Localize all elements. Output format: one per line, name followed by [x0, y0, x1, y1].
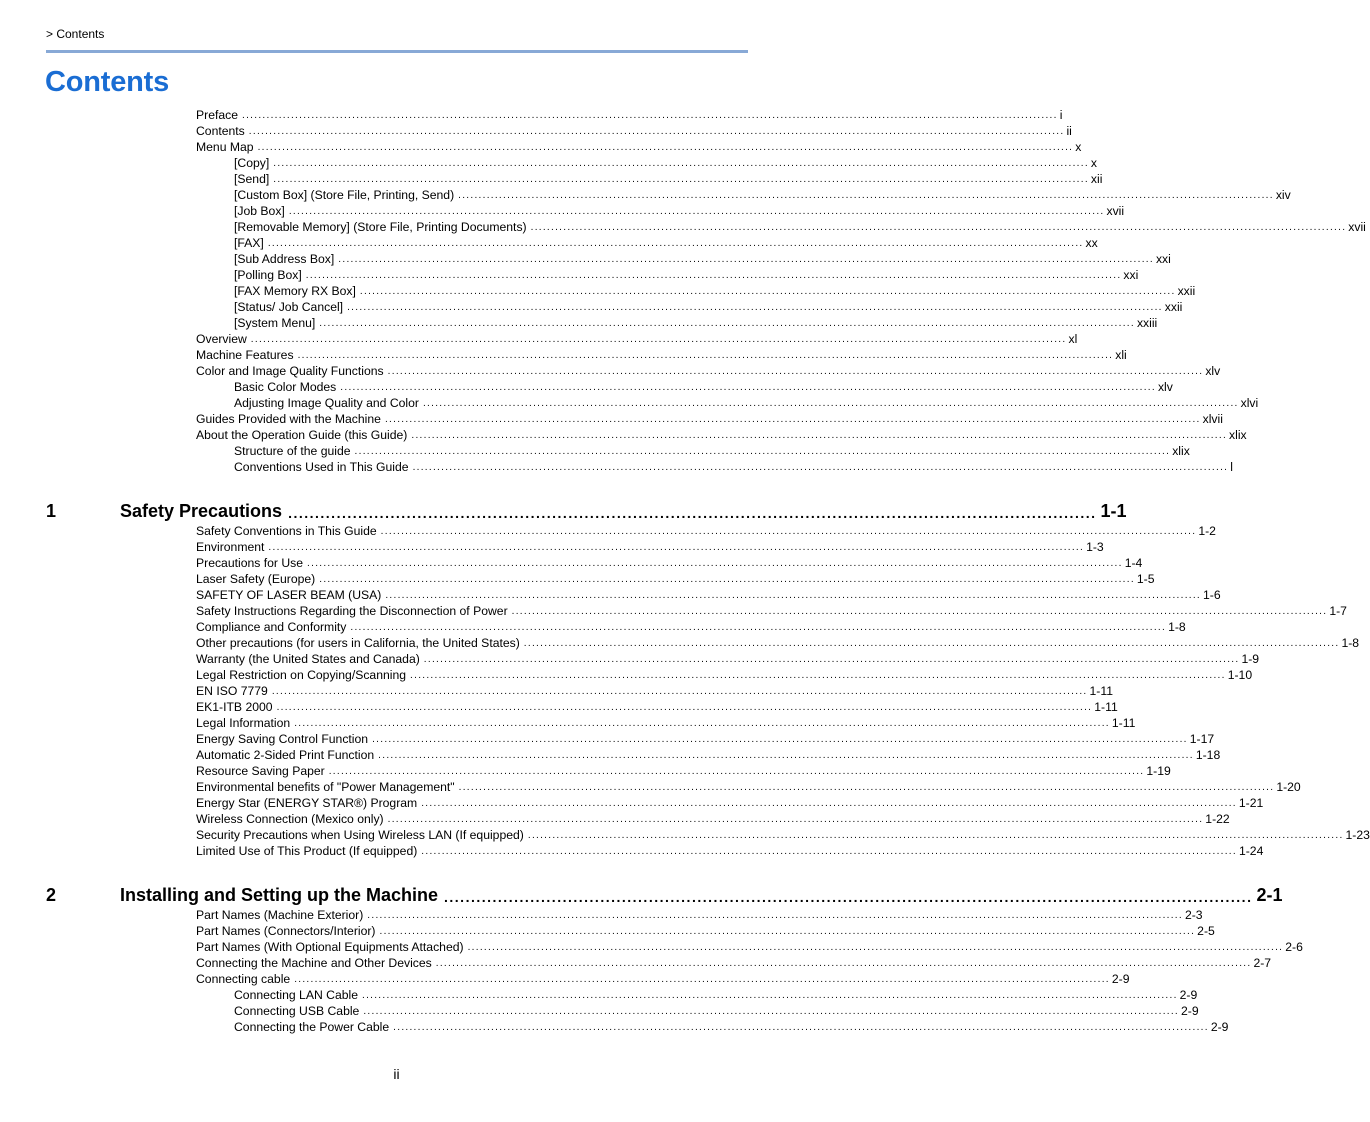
- toc-entry-page: 1-11: [1089, 684, 1113, 698]
- chapter-page: 1-1: [1100, 501, 1127, 521]
- toc-entry[interactable]: [196, 411, 1223, 427]
- toc-entry-label: EK1-ITB 2000: [196, 700, 273, 714]
- dot-leader: ........................................................................................................................................................................................................: [294, 718, 1110, 729]
- toc-entry-page: 2-9: [1179, 988, 1198, 1002]
- dot-leader: ........................................................................................................................................................................................................: [412, 462, 1229, 473]
- chapter-title: Safety Precautions: [120, 501, 283, 521]
- dot-leader: ........................................................................................................................................................................................................: [294, 974, 1110, 985]
- dot-leader: ........................................................................................................................................................................................................: [328, 766, 1145, 777]
- toc-entry-label: Laser Safety (Europe): [196, 572, 316, 586]
- chapter-heading[interactable]: [46, 498, 1127, 522]
- dot-leader: ........................................................................................................................................................................................................: [423, 654, 1240, 665]
- toc-entry[interactable]: [196, 123, 1072, 139]
- dot-leader: ........................................................................................................................................................................................................: [273, 158, 1089, 169]
- toc-entry-page: i: [1059, 108, 1063, 122]
- toc-entry-label: Wireless Connection (Mexico only): [196, 812, 384, 826]
- dot-leader: ........................................................................................................................................................................................................: [378, 750, 1194, 761]
- toc-entry-label: [Polling Box]: [234, 268, 302, 282]
- chapter-page: 2-1: [1256, 885, 1283, 905]
- dot-leader: ........................................................................................................................................................................................................: [387, 814, 1204, 825]
- toc-entry[interactable]: [196, 219, 1366, 235]
- toc-entry-label: Connecting USB Cable: [234, 1004, 360, 1018]
- toc-entry[interactable]: [196, 523, 1216, 539]
- toc-entry[interactable]: [196, 315, 1158, 331]
- toc-entry-label: [Job Box]: [234, 204, 285, 218]
- toc-entry[interactable]: [196, 795, 1264, 811]
- toc-entry[interactable]: [196, 827, 1370, 843]
- toc-entry[interactable]: [196, 715, 1136, 731]
- toc-entry-label: Energy Saving Control Function: [196, 732, 369, 746]
- chapter-title: Installing and Setting up the Machine: [120, 885, 439, 905]
- dot-leader: ........................................................................................................................................................................................................: [530, 222, 1347, 233]
- toc-entry-page: 1-19: [1146, 764, 1171, 778]
- toc-entry[interactable]: [196, 539, 1104, 555]
- toc-entry-label: Overview: [196, 332, 247, 346]
- toc-entry-page: xvii: [1106, 204, 1125, 218]
- toc-entry-page: xvii: [1348, 220, 1366, 234]
- toc-entry-label: Environmental benefits of "Power Management": [196, 780, 455, 794]
- toc-entry[interactable]: [196, 779, 1301, 795]
- toc-entry-label: Connecting the Power Cable: [234, 1020, 390, 1034]
- toc-entry[interactable]: [196, 1019, 1229, 1035]
- toc-entry-label: Connecting LAN Cable: [234, 988, 358, 1002]
- toc-entry-page: x: [1075, 140, 1082, 154]
- toc-entry-page: 1-11: [1111, 716, 1136, 730]
- toc-entry[interactable]: [196, 299, 1183, 315]
- toc-entry-page: 1-8: [1168, 620, 1186, 634]
- toc-entry[interactable]: [196, 107, 1063, 123]
- toc-entry[interactable]: [196, 203, 1125, 219]
- dot-leader: ........................................................................................................................................................................................................: [511, 606, 1328, 617]
- dot-leader: ........................................................................................................................................................................................................: [242, 110, 1058, 121]
- toc-entry-page: xlix: [1172, 444, 1190, 458]
- toc-entry-page: 2-9: [1210, 1020, 1229, 1034]
- toc-entry-page: xlix: [1229, 428, 1247, 442]
- toc-entry[interactable]: [196, 139, 1082, 155]
- dot-leader: ........................................................................................................................................................................................................: [422, 398, 1239, 409]
- toc-entry[interactable]: [196, 363, 1221, 379]
- toc-entry-page: xlv: [1205, 364, 1221, 378]
- toc-entry[interactable]: [196, 347, 1127, 363]
- toc-entry-page: 2-9: [1111, 972, 1130, 986]
- toc-entry[interactable]: [196, 587, 1221, 603]
- toc-entry-label: Environment: [196, 540, 265, 554]
- toc-entry-page: 1-17: [1189, 732, 1215, 746]
- dot-leader: ........................................................................................................................................................................................................: [411, 430, 1228, 441]
- toc-entry-page: 2-7: [1253, 956, 1272, 970]
- dot-leader: ........................................................................................................................................................................................................: [387, 366, 1204, 377]
- toc-entry-page: 1-22: [1205, 812, 1230, 826]
- dot-leader: ........................................................................................................................................................................................................: [271, 686, 1088, 697]
- dot-leader: ........................................................................................................................................................................................................: [435, 958, 1252, 969]
- toc-entry-label: Adjusting Image Quality and Color: [234, 396, 419, 410]
- toc-entry[interactable]: [196, 651, 1260, 667]
- toc-entry[interactable]: [196, 331, 1078, 347]
- toc-entry-label: Legal Restriction on Copying/Scanning: [196, 668, 407, 682]
- toc-entry-label: Safety Conventions in This Guide: [196, 524, 377, 538]
- toc-entry-label: About the Operation Guide (this Guide): [196, 428, 408, 442]
- toc-entry[interactable]: [196, 603, 1347, 619]
- toc-entry[interactable]: [196, 571, 1155, 587]
- toc-entry[interactable]: [196, 619, 1186, 635]
- toc-entry[interactable]: [196, 171, 1103, 187]
- dot-leader: ........................................................................................................................................................................................................: [367, 910, 1183, 921]
- dot-leader: ........................................................................................................................................................................................................: [268, 542, 1085, 553]
- toc-entry-label: Conventions Used in This Guide: [234, 460, 409, 474]
- toc-entry-label: Part Names (With Optional Equipments Attached): [196, 940, 464, 954]
- toc-entry-label: Precautions for Use: [196, 556, 304, 570]
- toc-entry-label: [Status/ Job Cancel]: [234, 300, 344, 314]
- toc-entry[interactable]: [196, 955, 1272, 971]
- toc-entry-page: 1-18: [1195, 748, 1221, 762]
- page-title: Contents: [45, 66, 170, 98]
- dot-leader: ........................................................................................................................................................................................................: [319, 574, 1135, 585]
- toc-entry-label: Other precautions (for users in California, the United States): [196, 636, 520, 650]
- dot-leader: ........................................................................................................................................................................................................: [380, 526, 1197, 537]
- toc-entry-page: 1-8: [1341, 636, 1360, 650]
- chapter-1-toc: [196, 523, 1370, 859]
- breadcrumb: > Contents: [46, 27, 105, 41]
- dot-leader: ........................................................................................................................................................................................................: [458, 782, 1275, 793]
- dot-leader: ........................................................................................................................................................................................................: [340, 382, 1156, 393]
- toc-entry[interactable]: [196, 427, 1247, 443]
- dot-leader: ......................................................................................................................................................: [444, 889, 1253, 905]
- dot-leader: ........................................................................................................................................................................................................: [273, 174, 1089, 185]
- toc-entry-page: 1-23: [1345, 828, 1370, 842]
- toc-entry-page: xlv: [1157, 380, 1173, 394]
- toc-entry-label: Limited Use of This Product (If equipped): [196, 844, 418, 858]
- header-rule: [46, 50, 748, 53]
- toc-entry-label: Machine Features: [196, 348, 294, 362]
- toc-entry[interactable]: [196, 155, 1097, 171]
- dot-leader: ........................................................................................................................................................................................................: [307, 558, 1123, 569]
- toc-entry[interactable]: [196, 443, 1190, 459]
- dot-leader: ........................................................................................................................................................................................................: [359, 286, 1176, 297]
- dot-leader: ........................................................................................................................................................................................................: [288, 206, 1105, 217]
- toc-entry-page: xl: [1068, 332, 1078, 346]
- dot-leader: ........................................................................................................................................................................................................: [267, 238, 1084, 249]
- toc-entry-label: [Removable Memory] (Store File, Printing Documents): [234, 220, 527, 234]
- dot-leader: ........................................................................................................................................................................................................: [467, 942, 1284, 953]
- toc-entry-page: xxii: [1164, 300, 1183, 314]
- toc-entry-page: 1-6: [1203, 588, 1221, 602]
- toc-entry-page: 1-9: [1241, 652, 1260, 666]
- toc-entry-page: 1-4: [1124, 556, 1143, 570]
- toc-entry-page: 1-2: [1198, 524, 1216, 538]
- chapter-2-toc: [196, 907, 1303, 1035]
- toc-entry-label: Compliance and Conformity: [196, 620, 347, 634]
- toc-entry[interactable]: [196, 459, 1233, 475]
- dot-leader: ........................................................................................................................................................................................................: [250, 334, 1067, 345]
- toc-entry-label: Safety Instructions Regarding the Disconnection of Power: [196, 604, 508, 618]
- toc-entry-label: SAFETY OF LASER BEAM (USA): [196, 588, 382, 602]
- dot-leader: ........................................................................................................................................................................................................: [248, 126, 1065, 137]
- toc-entry-page: l: [1230, 460, 1233, 474]
- toc-entry[interactable]: [196, 923, 1215, 939]
- dot-leader: ........................................................................................................................................................................................................: [305, 270, 1122, 281]
- toc-entry[interactable]: [196, 843, 1264, 859]
- toc-entry[interactable]: [196, 811, 1230, 827]
- toc-entry-page: 1-7: [1329, 604, 1347, 618]
- dot-leader: ........................................................................................................................................................................................................: [338, 254, 1154, 265]
- toc-entry-label: Warranty (the United States and Canada): [196, 652, 420, 666]
- toc-entry-page: xx: [1085, 236, 1098, 250]
- dot-leader: ........................................................................................................................................................................................................: [421, 846, 1237, 857]
- toc-entry-page: xxiii: [1136, 316, 1158, 330]
- dot-leader: ........................................................................................................................................................................................................: [379, 926, 1196, 937]
- dot-leader: ........................................................................................................................................................................................................: [410, 670, 1226, 681]
- dot-leader: ........................................................................................................................................................................................................: [276, 702, 1093, 713]
- chapter-number: 2: [46, 885, 57, 905]
- toc-entry-page: xxi: [1155, 252, 1171, 266]
- toc-entry-label: [System Menu]: [234, 316, 316, 330]
- toc-entry-label: Color and Image Quality Functions: [196, 364, 384, 378]
- toc-entry-label: [Send]: [234, 172, 270, 186]
- toc-entry[interactable]: [196, 667, 1253, 683]
- dot-leader: ........................................................................................................................................................................................................: [384, 414, 1201, 425]
- dot-leader: ........................................................................................................................................................................................................: [527, 830, 1344, 841]
- toc-entry-page: xlvi: [1240, 396, 1259, 410]
- toc-entry-label: Legal Information: [196, 716, 291, 730]
- toc-entry-label: Basic Color Modes: [234, 380, 337, 394]
- dot-leader: ........................................................................................................................................................................................................: [385, 590, 1202, 601]
- toc-entry-page: 1-10: [1227, 668, 1253, 682]
- toc-entry-page: 2-9: [1181, 1004, 1199, 1018]
- toc-entry-label: Connecting the Machine and Other Devices: [196, 956, 432, 970]
- toc-entry-label: Security Precautions when Using Wireless LAN (If equipped): [196, 828, 524, 842]
- toc-entry[interactable]: [196, 763, 1171, 779]
- toc-entry-label: Guides Provided with the Machine: [196, 412, 381, 426]
- toc-entry[interactable]: [196, 267, 1139, 283]
- toc-entry-label: [Copy]: [234, 156, 270, 170]
- toc-entry[interactable]: [196, 251, 1171, 267]
- toc-entry-page: xiv: [1275, 188, 1291, 202]
- toc-entry-page: 2-6: [1285, 940, 1303, 954]
- toc-entry-page: xxii: [1177, 284, 1196, 298]
- toc-entry-label: Preface: [196, 108, 239, 122]
- toc-entry-page: 1-5: [1136, 572, 1155, 586]
- toc-entry[interactable]: [196, 747, 1221, 763]
- toc-entry[interactable]: [196, 187, 1291, 203]
- page-number: ii: [393, 1066, 400, 1082]
- toc-entry-label: Menu Map: [196, 140, 254, 154]
- toc-entry-page: xii: [1090, 172, 1103, 186]
- toc-entry-page: x: [1090, 156, 1097, 170]
- front-matter-toc: [196, 107, 1366, 475]
- toc-entry[interactable]: [196, 635, 1360, 651]
- toc-entry[interactable]: [196, 939, 1303, 955]
- toc-entry-label: [Custom Box] (Store File, Printing, Send): [234, 188, 455, 202]
- toc-entry-label: Structure of the guide: [234, 444, 351, 458]
- toc-entry-label: Part Names (Connectors/Interior): [196, 924, 376, 938]
- dot-leader: ........................................................................................................................................................................................................: [421, 798, 1237, 809]
- toc-entry[interactable]: [196, 379, 1173, 395]
- toc-entry-page: 1-11: [1094, 700, 1118, 714]
- dot-leader: ........................................................................................................................................................................................................: [347, 302, 1163, 313]
- chapter-number: 1: [46, 501, 57, 521]
- toc-entry-label: EN ISO 7779: [196, 684, 268, 698]
- dot-leader: ........................................................................................................................................................................................................: [458, 190, 1274, 201]
- toc-entry[interactable]: [196, 971, 1130, 987]
- toc-entry-page: 1-3: [1086, 540, 1104, 554]
- dot-leader: ........................................................................................................................................................................................................: [354, 446, 1171, 457]
- toc-entry[interactable]: [196, 395, 1259, 411]
- toc-entry-page: 2-5: [1197, 924, 1215, 938]
- toc-entry[interactable]: [196, 555, 1143, 571]
- dot-leader: ........................................................................................................................................................................................................: [523, 638, 1340, 649]
- toc-entry[interactable]: [196, 1003, 1199, 1019]
- toc-entry[interactable]: [196, 283, 1196, 299]
- toc-entry-label: Contents: [196, 124, 245, 138]
- toc-entry-label: [Sub Address Box]: [234, 252, 335, 266]
- toc-entry-page: xlvii: [1202, 412, 1223, 426]
- dot-leader: ........................................................................................................................................................................................................: [372, 734, 1188, 745]
- toc-entry-label: Resource Saving Paper: [196, 764, 325, 778]
- toc-entry-page: 1-24: [1238, 844, 1264, 858]
- toc-entry-label: [FAX Memory RX Box]: [234, 284, 356, 298]
- toc-entry[interactable]: [196, 683, 1113, 699]
- dot-leader: ........................................................................................................................................................................................................: [350, 622, 1167, 633]
- toc-entry-page: xli: [1115, 348, 1127, 362]
- toc-entry-page: 1-20: [1276, 780, 1301, 794]
- toc-entry-label: Part Names (Machine Exterior): [196, 908, 364, 922]
- toc-entry[interactable]: [196, 907, 1203, 923]
- toc-entry[interactable]: [196, 987, 1198, 1003]
- toc-entry-page: 1-21: [1238, 796, 1264, 810]
- toc-entry[interactable]: [196, 699, 1118, 715]
- dot-leader: ........................................................................................................................................................................................................: [363, 1006, 1180, 1017]
- toc-entry-label: Energy Star (ENERGY STAR®) Program: [196, 796, 418, 810]
- toc-entry-label: Automatic 2-Sided Print Function: [196, 748, 375, 762]
- dot-leader: ........................................................................................................................................................................................................: [393, 1022, 1209, 1033]
- toc-entry-page: ii: [1066, 124, 1072, 138]
- toc-entry-page: 2-3: [1184, 908, 1203, 922]
- toc-entry-label: Connecting cable: [196, 972, 291, 986]
- toc-entry-label: [FAX]: [234, 236, 264, 250]
- dot-leader: ........................................................................................................................................................................................................: [297, 350, 1114, 361]
- toc-entry[interactable]: [196, 235, 1098, 251]
- chapter-heading[interactable]: [46, 882, 1283, 906]
- dot-leader: ........................................................................................................................................................................................................: [361, 990, 1178, 1001]
- dot-leader: ........................................................................................................................................................................................................: [257, 142, 1074, 153]
- toc-entry[interactable]: [196, 731, 1215, 747]
- dot-leader: ........................................................................................................................................................................................................: [319, 318, 1135, 329]
- dot-leader: ......................................................................................................................................................: [288, 505, 1097, 521]
- toc-entry-page: xxi: [1123, 268, 1139, 282]
